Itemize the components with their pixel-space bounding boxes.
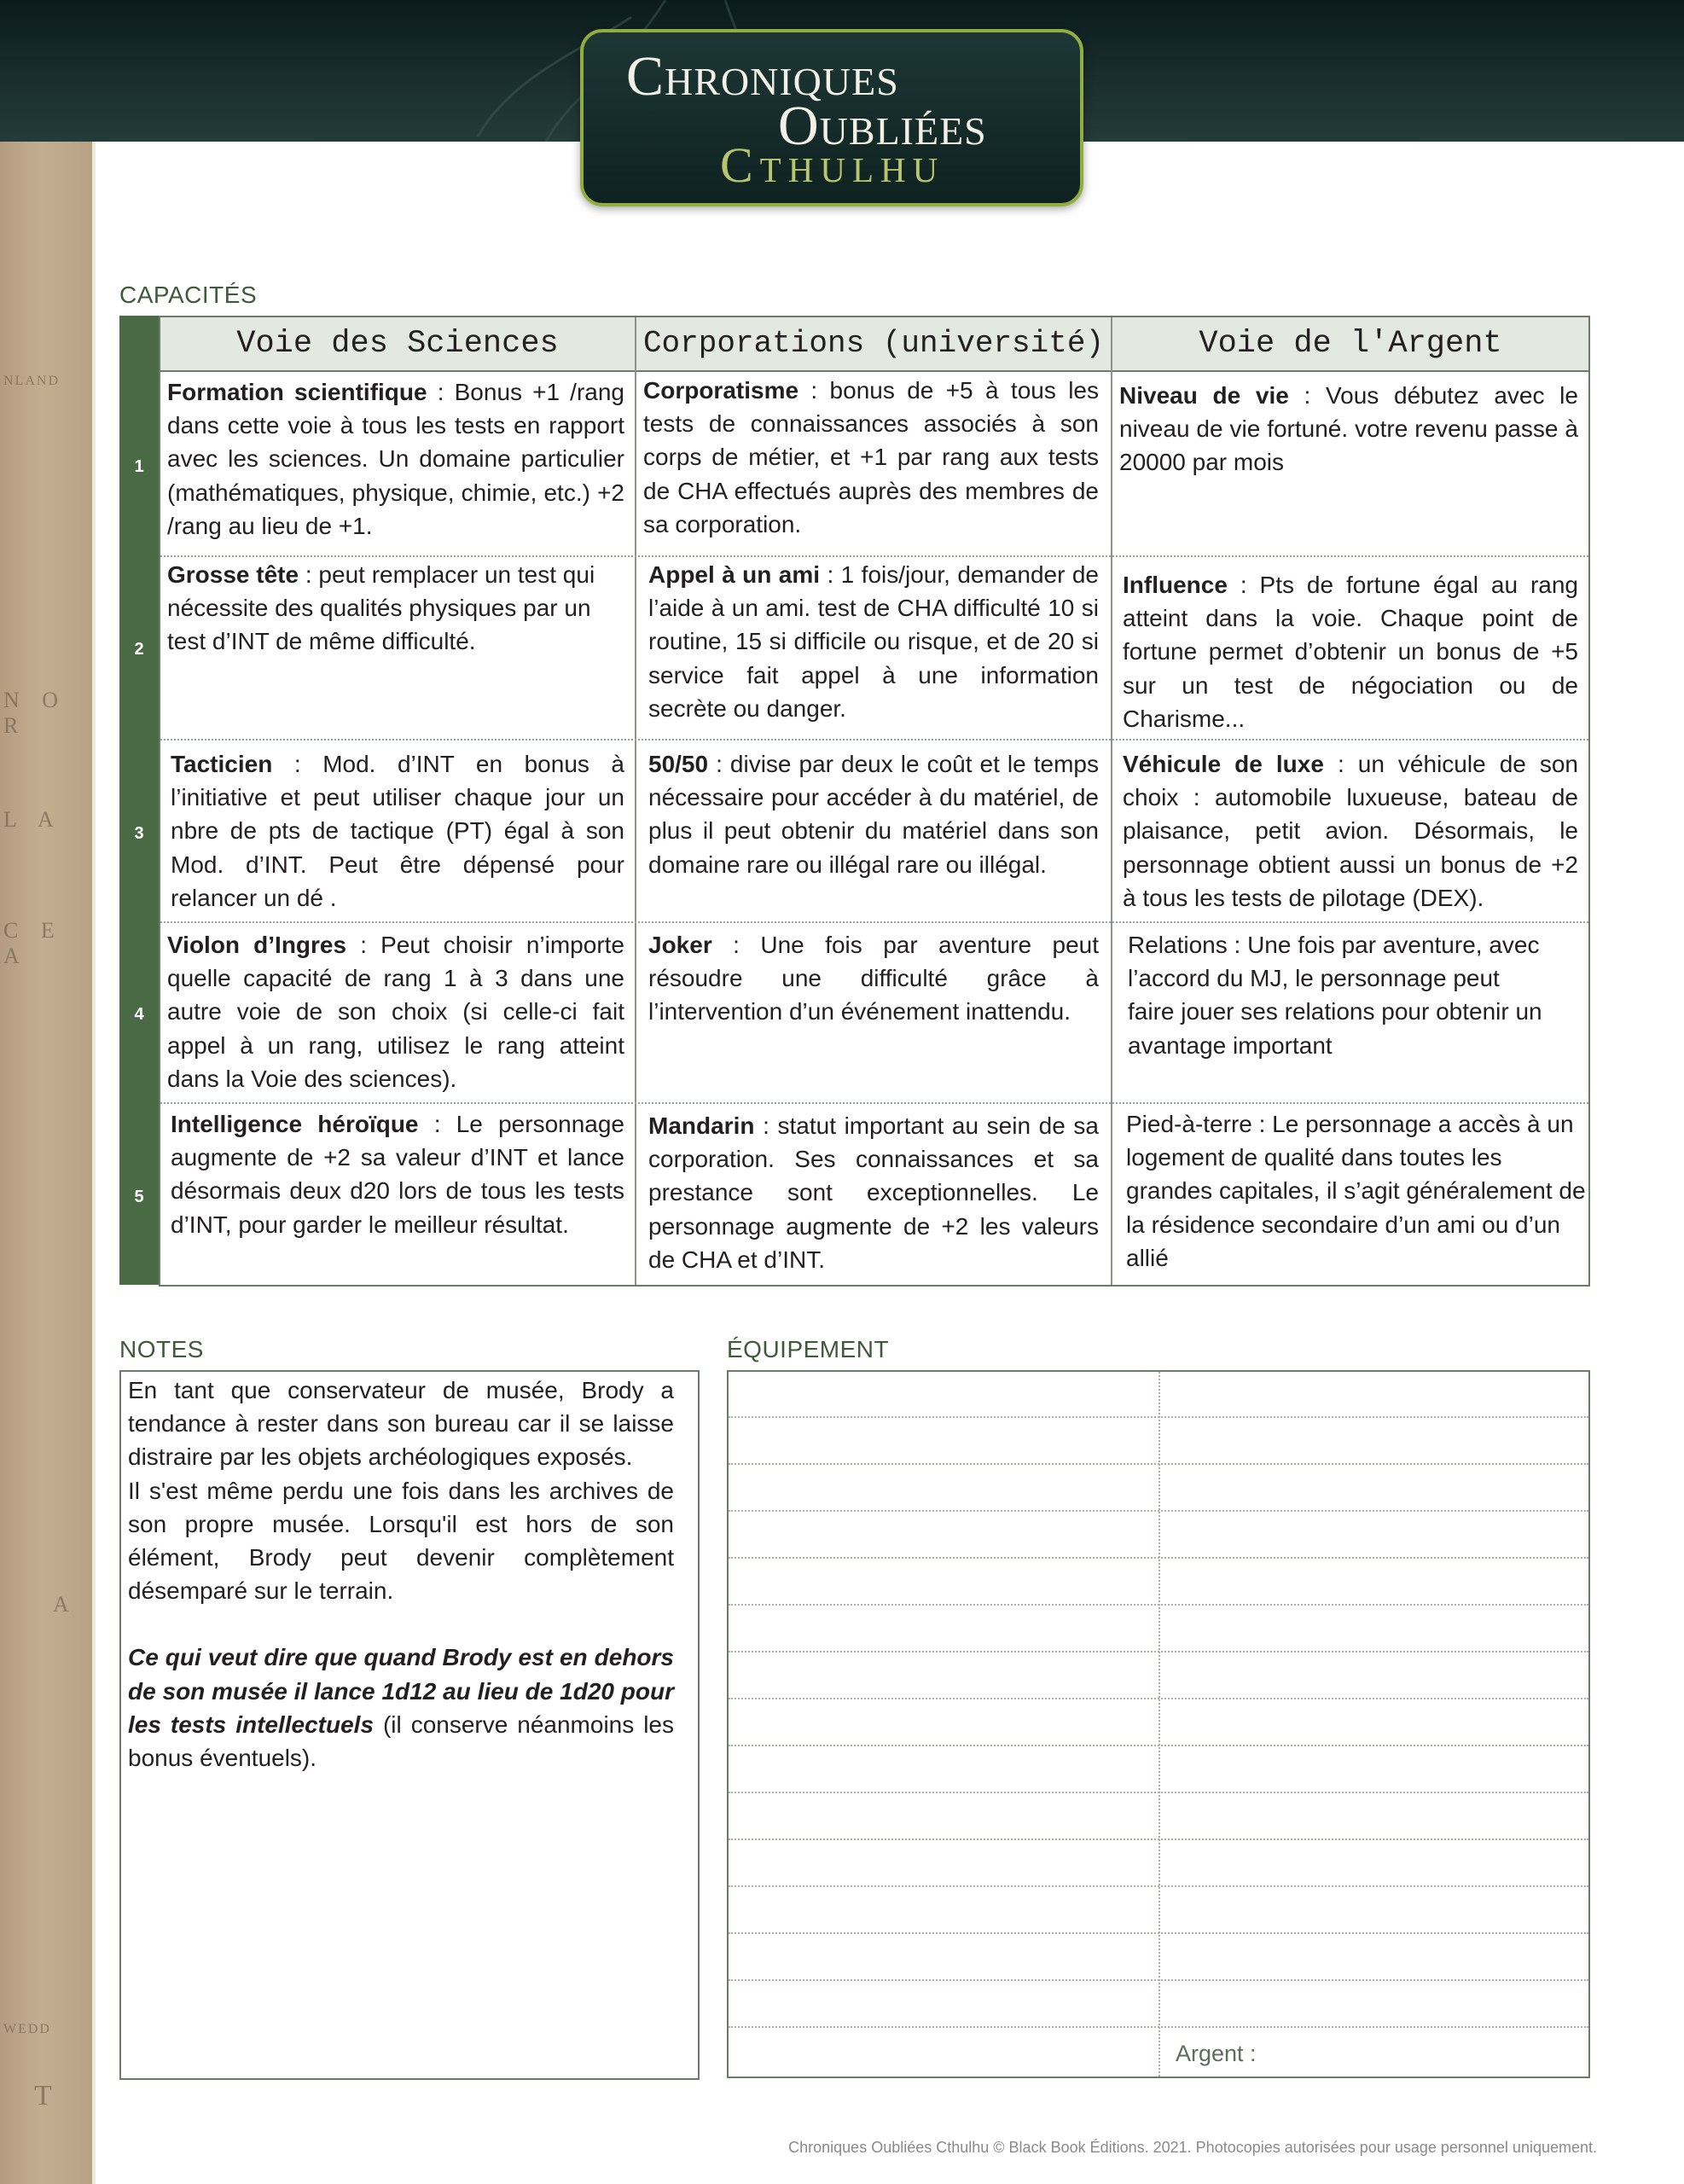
notes-title: NOTES: [119, 1336, 204, 1362]
capacity-cell: Joker : Une fois par aventure peut résoudre une difficulté grâce à l’intervention d’un événement inattendu.: [648, 932, 1099, 1025]
row-divider: [160, 921, 1588, 923]
rank-number: 3: [134, 824, 144, 843]
logo-line-1: Chroniques: [626, 45, 899, 107]
equipment-row-line: [729, 1604, 1588, 1606]
notes-rest: (il conserve néanmoins les bonus éventuels).: [128, 1711, 674, 1772]
column-header: Corporations (université): [636, 317, 1111, 372]
capacity-text: Pts de fortune égal au rang atteint dans la voie. Chaque point de fortune permet d’obtenir un bonus de +5 sur un test de négociation ou de Charisme...: [1123, 572, 1578, 732]
capacity-cell: [1126, 1107, 1587, 1275]
capacity-name: Appel à un ami: [648, 561, 821, 588]
equipment-row-line: [729, 1838, 1588, 1840]
copyright-footer: Chroniques Oubliées Cthulhu © Black Book Éditions. 2021. Photocopies autorisées pour usage personnel uniquement.: [788, 2139, 1597, 2156]
game-logo: [580, 29, 1083, 206]
money-label: Argent :: [1176, 2041, 1257, 2066]
notes-emphasis: Ce qui veut dire que quand Brody est en dehors de son musée il lance 1d12 au lieu de 1d20 pour les tests intellectuels: [128, 1644, 674, 1738]
row-divider: [160, 1102, 1588, 1104]
capacity-cell: Véhicule de luxe : un véhicule de son choix : automobile luxueuse, bateau de plaisance, petit avion. Désormais, le personnage obtient aussi un bonus de +2 à tous les tests de pilotage (DEX).: [1123, 751, 1579, 911]
map-label: NLAND: [3, 374, 60, 388]
notes-paragraph: [128, 1641, 674, 1774]
rank-bar: [119, 316, 159, 1285]
capacity-name: Influence: [1123, 572, 1228, 598]
map-label: C E A: [3, 918, 63, 968]
capacity-cell: Corporatisme : bonus de +5 à tous les tests de connaissances associés à son corps de métier, et +1 par rang aux tests de CHA effectués auprès des membres de sa corporation.: [643, 377, 1099, 537]
capacity-name: Tacticien: [171, 751, 273, 777]
capacity-cell: Tacticien : Mod. d’INT en bonus à l’initiative et peut utiliser chaque jour un nbre de pts de tactique (PT) égal à son Mod. d’INT. Peut être dépensé pour relancer un dé .: [171, 751, 625, 911]
map-label: WEDD: [3, 2022, 51, 2036]
capacity-text: divise par deux le coût et le temps nécessaire pour accéder à du matériel, de plus il peut obtenir du matériel dans son domaine rare ou illégal rare ou illégal.: [648, 751, 1099, 878]
capacity-text: Une fois par aventure peut résoudre une difficulté grâce à l’intervention d’un événement inattendu.: [648, 932, 1099, 1025]
equipment-row-line: [729, 1416, 1588, 1418]
capacity-cell: Mandarin : statut important au sein de sa corporation. Ses connaissances et sa prestance sont exceptionnelles. Le personnage augmente de +2 les valeurs de CHA et d’INT.: [648, 1112, 1099, 1273]
capacity-cell: Appel à un ami : 1 fois/jour, demander de l’aide à un ami. test de CHA difficulté 10 si routine, 15 si difficile ou risque, et de 20 si service fait appel à une information secrète ou danger.: [648, 561, 1099, 722]
logo-line-2: Oubliées: [778, 95, 987, 157]
side-map-strip: [0, 142, 96, 2184]
capacity-text: statut important au sein de sa corporation. Ses connaissances et sa prestance sont exceptionnelles. Le personnage augmente de +2 les valeurs de CHA et d’INT.: [648, 1112, 1099, 1273]
notes-gap: [128, 1607, 674, 1641]
capacity-name: Grosse tête: [167, 561, 299, 588]
logo-line-3: Cthulhu: [720, 137, 945, 193]
equipment-row-line: [729, 1463, 1588, 1465]
row-divider: [160, 739, 1588, 741]
equipment-row-line: [729, 1557, 1588, 1559]
column-divider: [1111, 317, 1112, 1285]
rank-number: 4: [134, 1005, 144, 1024]
rank-number: 5: [134, 1188, 144, 1206]
capacity-cell: Influence : Pts de fortune égal au rang atteint dans la voie. Chaque point de fortune permet d’obtenir un bonus de +5 sur un test de négociation ou de Charisme...: [1123, 572, 1578, 732]
map-label: L A: [3, 807, 62, 832]
equipment-row-line: [729, 1698, 1588, 1699]
capacity-name: Niveau de vie: [1119, 382, 1289, 409]
capacity-text: Peut choisir n’importe quelle capacité de rang 1 à 3 dans une autre voie de son choix (si celle-ci fait appel à un rang, utilisez le rang atteint dans la Voie des sciences).: [167, 932, 624, 1092]
equipment-row-line: [729, 1792, 1588, 1793]
capacity-text: peut remplacer un test qui nécessite des qualités physiques par un test d’INT de même difficulté.: [167, 561, 595, 655]
equipment-row-line: [729, 1510, 1588, 1512]
equipment-row-line: [729, 1932, 1588, 1934]
column-divider: [635, 317, 636, 1285]
capacity-name: Corporatisme: [643, 377, 799, 404]
equipment-row-line: [729, 1745, 1588, 1746]
map-label: N O R: [3, 688, 67, 738]
capacity-name: Formation scientifique: [167, 379, 427, 405]
capacity-cell: Intelligence héroïque : Le personnage augmente de +2 sa valeur d’INT et lance désormais deux d20 lors de tous les tests d’INT, pour garder le meilleur résultat.: [171, 1111, 625, 1238]
capacity-text: Pied-à-terre : Le personnage a accès à un logement de qualité dans toutes les grandes capitales, il s’agit généralement de la résidence secondaire d’un ami ou d’un allié: [1126, 1111, 1586, 1271]
capacity-text: Mod. d’INT en bonus à l’initiative et peut utiliser chaque jour un nbre de pts de tactique (PT) égal à son Mod. d’INT. Peut être dépensé pour relancer un dé .: [171, 751, 625, 911]
equipment-row-line: [729, 1651, 1588, 1653]
row-divider: [160, 555, 1588, 557]
capacity-name: Intelligence héroïque: [171, 1111, 419, 1137]
capacity-text: Relations : Une fois par aventure, avec l’accord du MJ, le personnage peut faire jouer ses relations pour obtenir un avantage important: [1128, 932, 1542, 1059]
capacities-table: [119, 316, 1588, 1285]
capacity-text: 1 fois/jour, demander de l’aide à un ami. test de CHA difficulté 10 si routine, 15 si difficile ou risque, et de 20 si service fait appel à une information secrète ou danger.: [648, 561, 1099, 722]
capacity-cell: 50/50 : divise par deux le coût et le temps nécessaire pour accéder à du matériel, de plus il peut obtenir du matériel dans son domaine rare ou illégal rare ou illégal.: [648, 751, 1099, 878]
capacity-name: Véhicule de luxe: [1123, 751, 1324, 777]
capacity-cell: [1128, 928, 1546, 1062]
capacities-grid: [159, 316, 1590, 1287]
rank-number: 1: [134, 457, 144, 476]
capacity-text: un véhicule de son choix : automobile luxueuse, bateau de plaisance, petit avion. Désormais, le personnage obtient aussi un bonus de +2 à tous les tests de pilotage (DEX).: [1123, 751, 1579, 911]
rank-number: 2: [134, 640, 144, 659]
equipment-row-line: [729, 2026, 1588, 2028]
capacity-name: Violon d’Ingres: [167, 932, 347, 958]
equipment-row-line: [729, 1885, 1588, 1887]
capacities-title: CAPACITÉS: [119, 282, 258, 308]
capacity-cell: Formation scientifique : Bonus +1 /rang dans cette voie à tous les tests en rapport avec les sciences. Un domaine particulier (mathématiques, physique, chimie, etc.) +2 /rang au lieu de +1.: [167, 379, 625, 539]
capacity-name: Joker: [648, 932, 712, 958]
capacity-cell: Grosse tête : peut remplacer un test qui nécessite des qualités physiques par un test d’INT de même difficulté.: [167, 561, 595, 655]
equipment-column-divider: [1158, 1372, 1160, 2077]
map-label: A: [53, 1592, 78, 1617]
notes-paragraph: Il s'est même perdu une fois dans les archives de son propre musée. Lorsqu'il est hors de son élément, Brody peut devenir complètement désemparé sur le terrain.: [128, 1477, 674, 1605]
equipment-box: [727, 1370, 1590, 2078]
capacity-name: 50/50: [648, 751, 709, 777]
capacity-cell: Niveau de vie : Vous débutez avec le niveau de vie fortuné. votre revenu passe à 20000 par mois: [1119, 382, 1578, 476]
capacity-cell: Violon d’Ingres : Peut choisir n’importe quelle capacité de rang 1 à 3 dans une autre voie de son choix (si celle-ci fait appel à un rang, utilisez le rang atteint dans la Voie des sciences).: [167, 932, 624, 1092]
capacity-text: bonus de +5 à tous les tests de connaissances associés à son corps de métier, et +1 par rang aux tests de CHA effectués auprès des membres de sa corporation.: [643, 377, 1099, 537]
notes-paragraph: En tant que conservateur de musée, Brody a tendance à rester dans son bureau car il se laisse distraire par les objets archéologiques exposés.: [128, 1377, 674, 1471]
column-header: Voie de l'Argent: [1112, 317, 1588, 372]
map-label: T: [34, 2080, 61, 2111]
equipment-row-line: [729, 1979, 1588, 1981]
notes-text: [128, 1374, 674, 1774]
capacity-text: Bonus +1 /rang dans cette voie à tous les tests en rapport avec les sciences. Un domaine particulier (mathématiques, physique, chimie, etc.) +2 /rang au lieu de +1.: [167, 379, 625, 539]
equipment-title: ÉQUIPEMENT: [727, 1336, 890, 1362]
capacity-text: Le personnage augmente de +2 sa valeur d’INT et lance désormais deux d20 lors de tous les tests d’INT, pour garder le meilleur résultat.: [171, 1111, 625, 1238]
capacity-text: Vous débutez avec le niveau de vie fortuné. votre revenu passe à 20000 par mois: [1119, 382, 1578, 476]
column-header: Voie des Sciences: [160, 317, 635, 372]
capacity-name: Mandarin: [648, 1112, 755, 1139]
